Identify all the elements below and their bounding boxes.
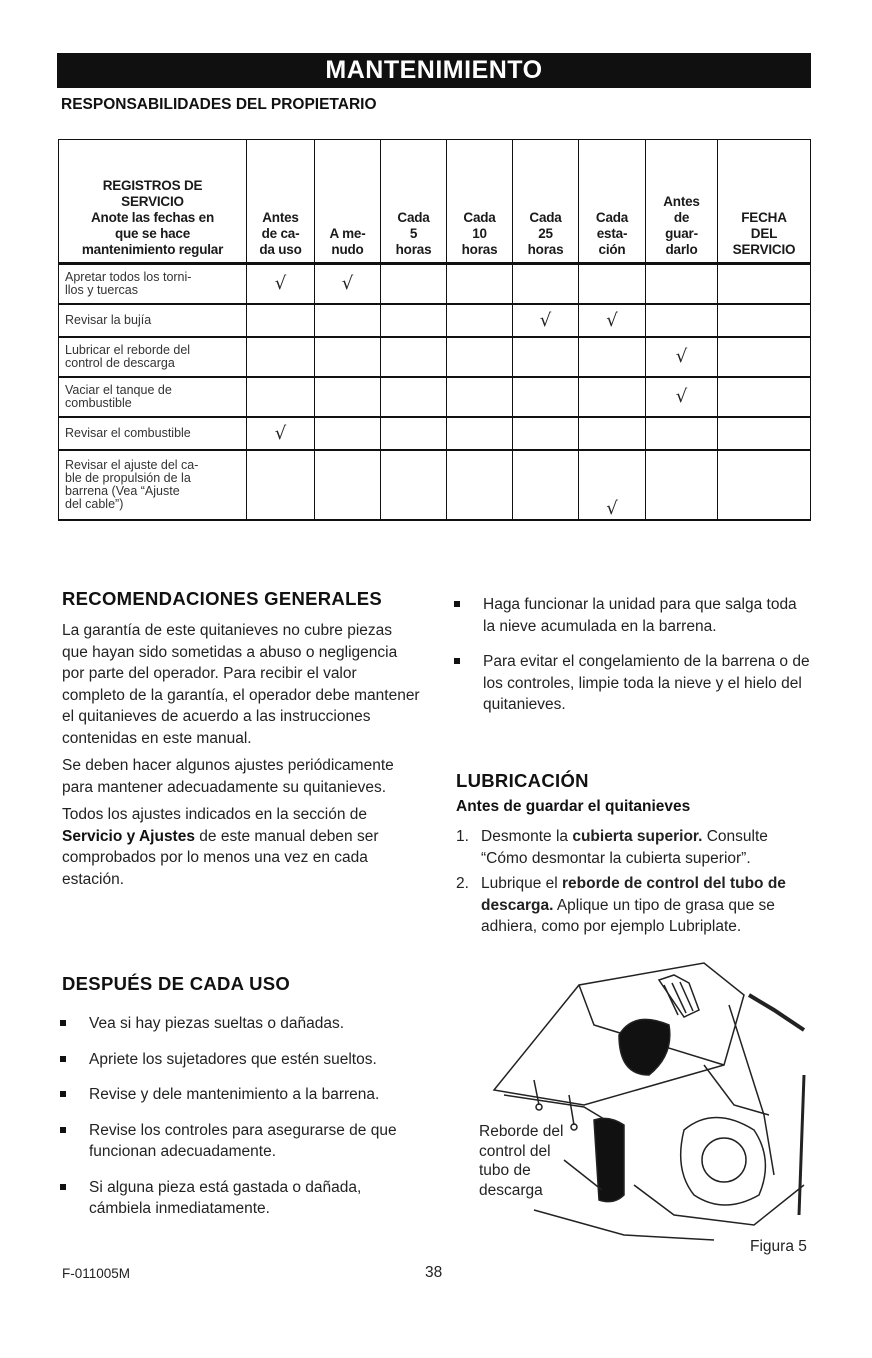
bullet-square-icon [60,1091,66,1097]
empty-cell [579,337,646,377]
after-each-use-section [58,1013,418,1234]
bullet-square-icon [60,1127,66,1133]
page-title: MANTENIMIENTO [325,56,543,84]
task-cell: Revisar el ajuste del ca- ble de propulsión de la barrena (Vea “Ajuste del cable”) [59,450,247,520]
empty-cell [315,450,381,520]
task-cell: Revisar la bujía [59,304,247,337]
task-cell: Lubricar el reborde del control de descarga [59,337,247,377]
lubrication-heading: LUBRICACIÓN [456,770,589,791]
owner-responsibilities-heading: RESPONSABILIDADES DEL PROPIETARIO [61,96,377,113]
list-item [58,1177,418,1220]
checkmark-cell: √ [247,264,315,304]
empty-cell [718,417,811,450]
checkmark-cell: √ [247,417,315,450]
checkmark-cell: √ [646,337,718,377]
empty-cell [315,377,381,417]
empty-cell [315,417,381,450]
bullet-square-icon [454,658,460,664]
snow-removal-list [452,594,812,716]
list-item [452,594,812,637]
empty-cell [447,450,513,520]
checkmark-cell: √ [579,304,646,337]
figure-caption: Figura 5 [750,1238,807,1255]
after-each-use-list [58,1013,418,1220]
empty-cell [646,304,718,337]
header-every-5-hours: Cada 5 horas [381,140,447,264]
general-recommendations-heading: RECOMENDACIONES GENERALES [62,588,382,609]
snowblower-illustration-icon [474,955,814,1245]
page-number: 38 [425,1264,443,1281]
bullet-square-icon [60,1184,66,1190]
empty-cell [718,337,811,377]
list-item-text: Si alguna pieza está gastada o dañada, cámbiela inmediatamente. [89,1178,362,1217]
adjustments-paragraph: Se deben hacer algunos ajustes periódicamente para mantener adecuadamente su quitanieves. [62,757,394,796]
table-row [59,417,811,450]
header-service-date: FECHA DEL SERVICIO [718,140,811,264]
empty-cell [247,337,315,377]
empty-cell [381,377,447,417]
empty-cell [513,264,579,304]
table-header-row [59,140,811,264]
table-row [59,304,811,337]
table-row [59,337,811,377]
bullet-square-icon [60,1056,66,1062]
empty-cell [513,450,579,520]
task-cell: Apretar todos los torni- llos y tuercas [59,264,247,304]
header-every-10-hours: Cada 10 horas [447,140,513,264]
page-title-banner [57,53,811,88]
figure-callout-label: Reborde del control del tubo de descarga [479,1123,564,1199]
list-item [58,1049,418,1071]
empty-cell [381,304,447,337]
header-before-each-use: Antes de ca- da uso [247,140,315,264]
bullet-square-icon [60,1020,66,1026]
header-often: A me- nudo [315,140,381,264]
empty-cell [447,337,513,377]
empty-cell [247,304,315,337]
empty-cell [447,417,513,450]
empty-cell [718,450,811,520]
bullet-square-icon [454,601,460,607]
header-before-storage: Antes de guar- darlo [646,140,718,264]
empty-cell [447,264,513,304]
table-row [59,264,811,304]
empty-cell [718,304,811,337]
empty-cell [381,450,447,520]
empty-cell [718,377,811,417]
empty-cell [381,337,447,377]
list-item-text: Para evitar el congelamiento de la barrena o de los controles, limpie toda la nieve y el hielo del quitanieves. [483,653,810,713]
service-paragraph: Todos los ajustes indicados en la sección de Servicio y Ajustes de este manual deben ser comprobados por lo menos una vez en cada estación. [62,806,379,888]
empty-cell [646,264,718,304]
task-cell: Revisar el combustible [59,417,247,450]
list-item [58,1084,418,1106]
empty-cell [315,304,381,337]
empty-cell [247,377,315,417]
list-item-text: Vea si hay piezas sueltas o dañadas. [89,1015,345,1032]
header-every-25-hours: Cada 25 horas [513,140,579,264]
before-storage-subheading: Antes de guardar el quitanieves [456,798,691,815]
service-schedule-table [58,139,811,521]
right-bullets-section [452,594,812,730]
checkmark-cell: √ [315,264,381,304]
task-cell: Vaciar el tanque de combustible [59,377,247,417]
general-recommendations-body [62,620,422,896]
list-item-text: Haga funcionar la unidad para que salga toda la nieve acumulada en la barrena. [483,596,797,635]
table-row [59,377,811,417]
empty-cell [718,264,811,304]
list-item-text: Revise y dele mantenimiento a la barrena. [89,1086,380,1103]
empty-cell [579,417,646,450]
list-item [58,1013,418,1035]
lubrication-step-1: 1. Desmonte la cubierta superior. Consulte “Cómo desmontar la cubierta superior”. [456,828,768,867]
document-code: F-011005M [62,1266,131,1281]
list-item [58,1120,418,1163]
list-item [452,651,812,716]
header-every-season: Cada esta- ción [579,140,646,264]
empty-cell [579,377,646,417]
checkmark-cell: √ [579,450,646,520]
checkmark-cell: √ [513,304,579,337]
list-item-text: Apriete los sujetadores que estén sueltos. [89,1050,377,1068]
empty-cell [646,450,718,520]
empty-cell [513,337,579,377]
empty-cell [513,377,579,417]
warranty-paragraph: La garantía de este quitanieves no cubre piezas que hayan sido sometidas a abuso o negligencia por parte del operador. Para recibir el valor completo de la garantía, el operador debe mantener el quitanieves de acuerdo a las instrucciones contenidas en este manual. [62,622,420,747]
lubrication-step-list [456,826,812,938]
list-item-text: Revise los controles para asegurarse de que funcionan adecuadamente. [89,1121,397,1160]
empty-cell [579,264,646,304]
empty-cell [247,450,315,520]
lubrication-step-2: 2. Lubrique el reborde de control del tubo de descarga. Aplique un tipo de grasa que se adhiera, como por ejemplo Lubriplate. [456,875,786,935]
empty-cell [381,264,447,304]
after-each-use-heading: DESPUÉS DE CADA USO [62,973,291,994]
empty-cell [447,377,513,417]
empty-cell [315,337,381,377]
empty-cell [381,417,447,450]
table-row [59,450,811,520]
empty-cell [447,304,513,337]
empty-cell [513,417,579,450]
empty-cell [646,417,718,450]
lubrication-steps [456,826,812,942]
header-service-records: REGISTROS DE SERVICIO Anote las fechas en que se hace mantenimiento regular [59,140,247,264]
checkmark-cell: √ [646,377,718,417]
